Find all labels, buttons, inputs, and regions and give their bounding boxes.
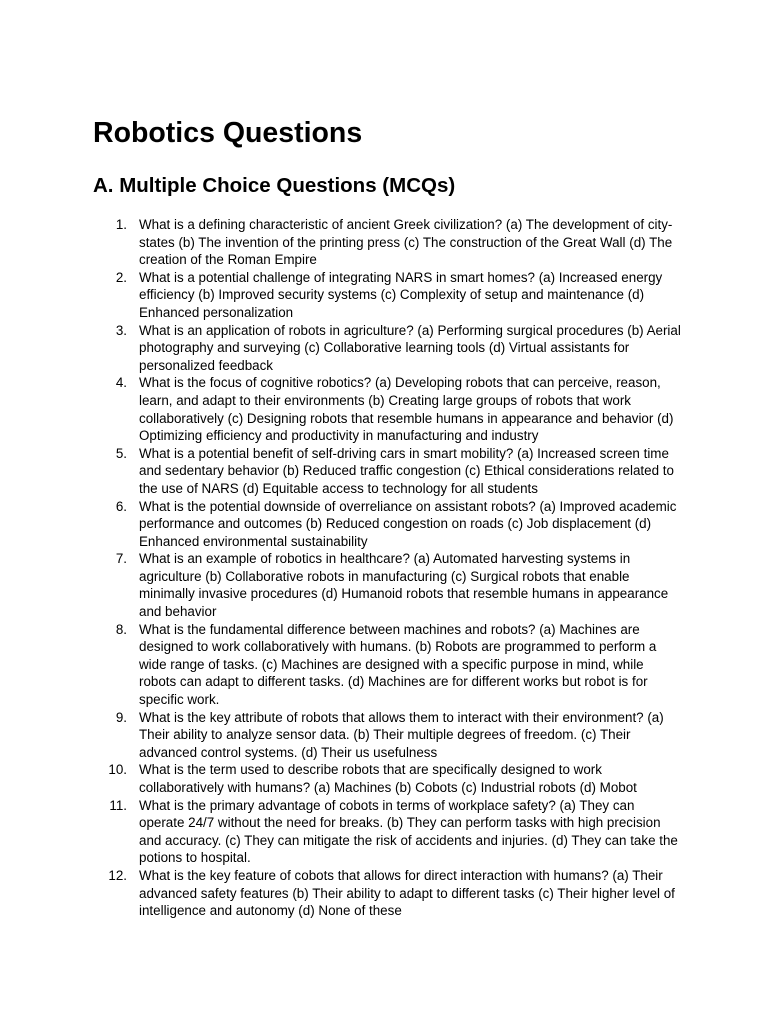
question-number: 5. (115, 445, 127, 461)
question-text: What is the key feature of cobots that allows for direct interaction with humans? (a) Their advanced safety features (b) Their ability to adapt to different tasks (c) Their higher level of intelligence and autonomy (d) None of these (139, 867, 675, 919)
question-number: 6. (115, 498, 127, 514)
question-number: 11. (109, 797, 127, 813)
question-number: 1. (115, 217, 127, 232)
question-number: 10. (108, 762, 127, 778)
question-text: What is an application of robots in agriculture? (a) Performing surgical procedures (b) Aerial photography and surveying (c) Collaborative learning tools (d) Virtual assistants for personalized feedback (139, 322, 681, 373)
question-list (93, 216, 683, 920)
list-item (93, 498, 683, 551)
question-text: What is a potential benefit of self-driving cars in smart mobility? (a) Increased screen time and sedentary behavior (b) Reduced traffic congestion (c) Ethical considerations related to the use of NARS (d) Equitable access to technology for all students (139, 445, 674, 496)
list-item (93, 867, 683, 920)
question-text: What is the focus of cognitive robotics? (a) Developing robots that can perceive, reason, learn, and adapt to their environments (b) Creating large groups of robots that work collaboratively (c) Designing robots that resemble humans in appearance and behavior (d) Optimizing efficiency and productivity in manufacturing and industry (139, 375, 674, 444)
list-item (93, 761, 683, 796)
question-number: 12. (108, 867, 127, 883)
question-text: What is the potential downside of overreliance on assistant robots? (a) Improved academic performance and outcomes (b) Reduced congestion on roads (c) Job displacement (d) Enhanced environmental sustainability (139, 498, 677, 549)
question-number: 7. (115, 551, 127, 567)
list-item (93, 374, 683, 444)
question-text: What is the key attribute of robots that allows them to interact with their environment? (a) Their ability to analyze sensor data. (b) Their multiple degrees of freedom. (c) Their advanced control systems. (d) Their us usefulness (139, 709, 664, 760)
question-text: What is the term used to describe robots that are specifically designed to work collaboratively with humans? (a) Machines (b) Cobots (c) Industrial robots (d) Mobot (139, 762, 637, 795)
list-item (93, 445, 683, 498)
question-number: 3. (115, 322, 127, 338)
question-text: What is an example of robotics in healthcare? (a) Automated harvesting systems in agriculture (b) Collaborative robots in manufacturing (c) Surgical robots that enable minimally invasive procedures (d) Humanoid robots that resemble humans in appearance and behavior (139, 551, 669, 620)
question-number: 2. (115, 269, 127, 285)
question-number: 4. (115, 375, 127, 391)
list-item (93, 709, 683, 762)
question-text: What is the primary advantage of cobots in terms of workplace safety? (a) They can operate 24/7 without the need for breaks. (b) They can perform tasks with high precision and accuracy. (c) They can mitigate the risk of accidents and injuries. (d) They can take the potions to hospital. (139, 797, 678, 866)
question-number: 9. (115, 709, 127, 725)
question-text: What is the fundamental difference between machines and robots? (a) Machines are designed to work collaboratively with humans. (b) Robots are programmed to perform a wide range of tasks. (c) Machines are designed with a specific purpose in mind, while robots can adapt to different tasks. (d) Machines are for different works but robot is for specific work. (139, 621, 657, 708)
section-heading: A. Multiple Choice Questions (MCQs) (93, 174, 456, 197)
list-item (93, 322, 683, 375)
list-item (93, 797, 683, 867)
list-item (93, 550, 683, 620)
list-item (93, 621, 683, 709)
question-text: What is a defining characteristic of ancient Greek civilization? (a) The development of city-states (b) The invention of the printing press (c) The construction of the Great Wall (d) The creation of the Roman Empire (139, 217, 673, 268)
list-item (93, 216, 683, 269)
list-item (93, 269, 683, 322)
document-title: Robotics Questions (93, 117, 363, 149)
question-number: 8. (115, 621, 127, 637)
question-text: What is a potential challenge of integrating NARS in smart homes? (a) Increased energy efficiency (b) Improved security systems (c) Complexity of setup and maintenance (d) Enhanced personalization (139, 269, 663, 320)
